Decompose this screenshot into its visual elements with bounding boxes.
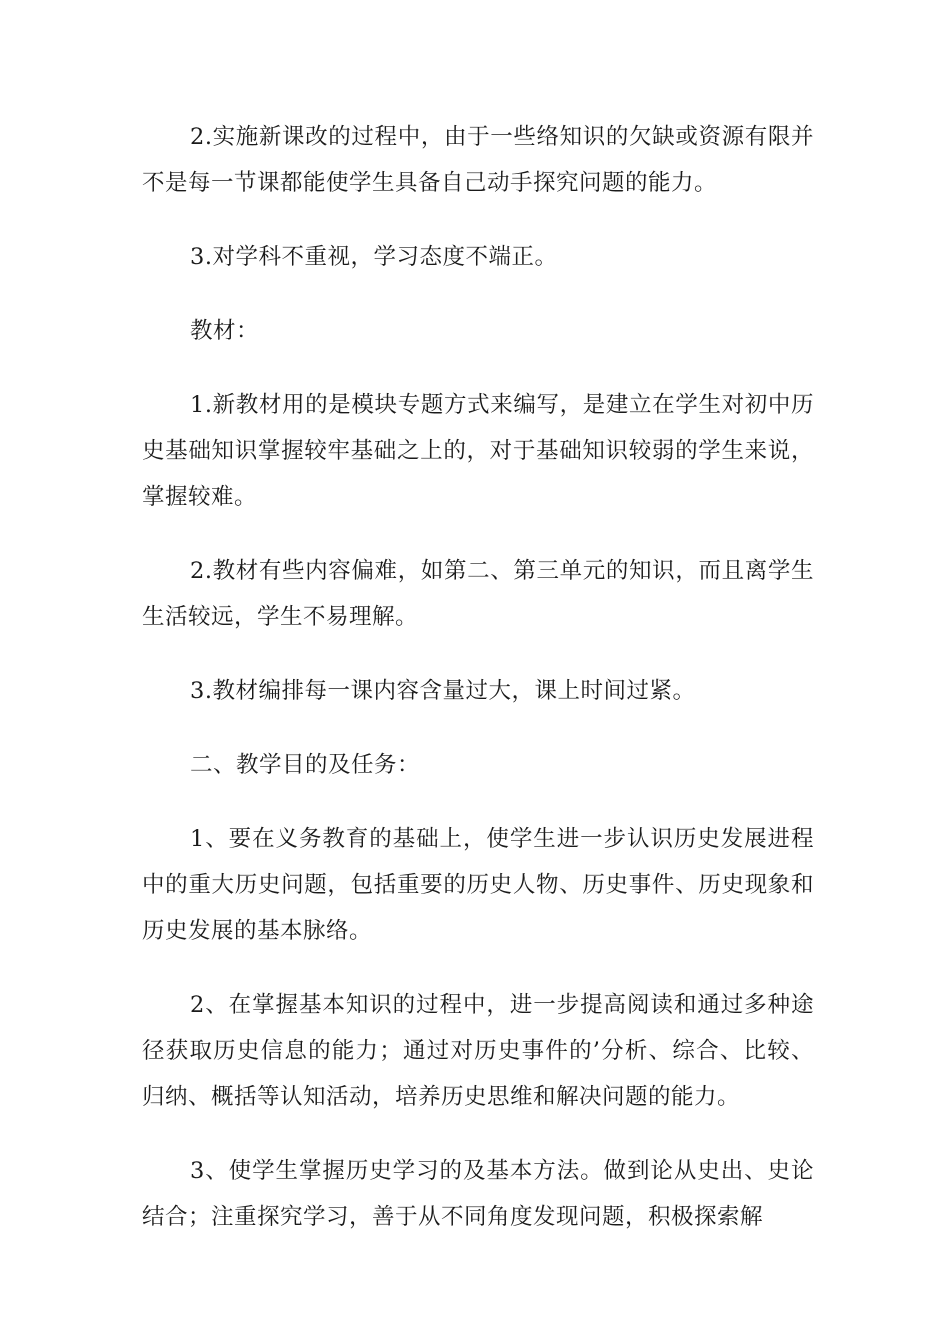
paragraph-goal-2: 2、在掌握基本知识的过程中，进一步提高阅读和通过多种途径获取历史信息的能力；通过对历史事件的’分析、综合、比较、归纳、概括等认知活动，培养历史思维和解决问题的能力。 bbox=[142, 992, 814, 1110]
paragraph-textbook-point-1: 1.新教材用的是模块专题方式来编写，是建立在学生对初中历史基础知识掌握较牢基础之上的，对于基础知识较弱的学生来说，掌握较难。 bbox=[142, 392, 814, 510]
paragraph-textbook-point-3: 3.教材编排每一课内容含量过大，课上时间过紧。 bbox=[190, 678, 696, 704]
paragraph-attitude-issue: 3.对学科不重视，学习态度不端正。 bbox=[190, 244, 558, 270]
paragraph-goal-1: 1、要在义务教育的基础上，使学生进一步认识历史发展进程中的重大历史问题，包括重要的历史人物、历史事件、历史现象和历史发展的基本脉络。 bbox=[142, 826, 814, 944]
paragraph-implementation-issue: 2.实施新课改的过程中，由于一些络知识的欠缺或资源有限并不是每一节课都能使学生具备自己动手探究问题的能力。 bbox=[142, 124, 814, 196]
paragraph-textbook-point-2: 2.教材有些内容偏难，如第二、第三单元的知识，而且离学生生活较远，学生不易理解。 bbox=[142, 558, 814, 630]
section-heading-goals: 二、教学目的及任务： bbox=[190, 752, 421, 778]
document-body bbox=[142, 114, 814, 1268]
section-heading-textbook: 教材： bbox=[190, 318, 260, 344]
paragraph-goal-3: 3、使学生掌握历史学习的及基本方法。做到论从史出、史论结合；注重探究学习，善于从不同角度发现问题，积极探索解 bbox=[142, 1158, 814, 1230]
